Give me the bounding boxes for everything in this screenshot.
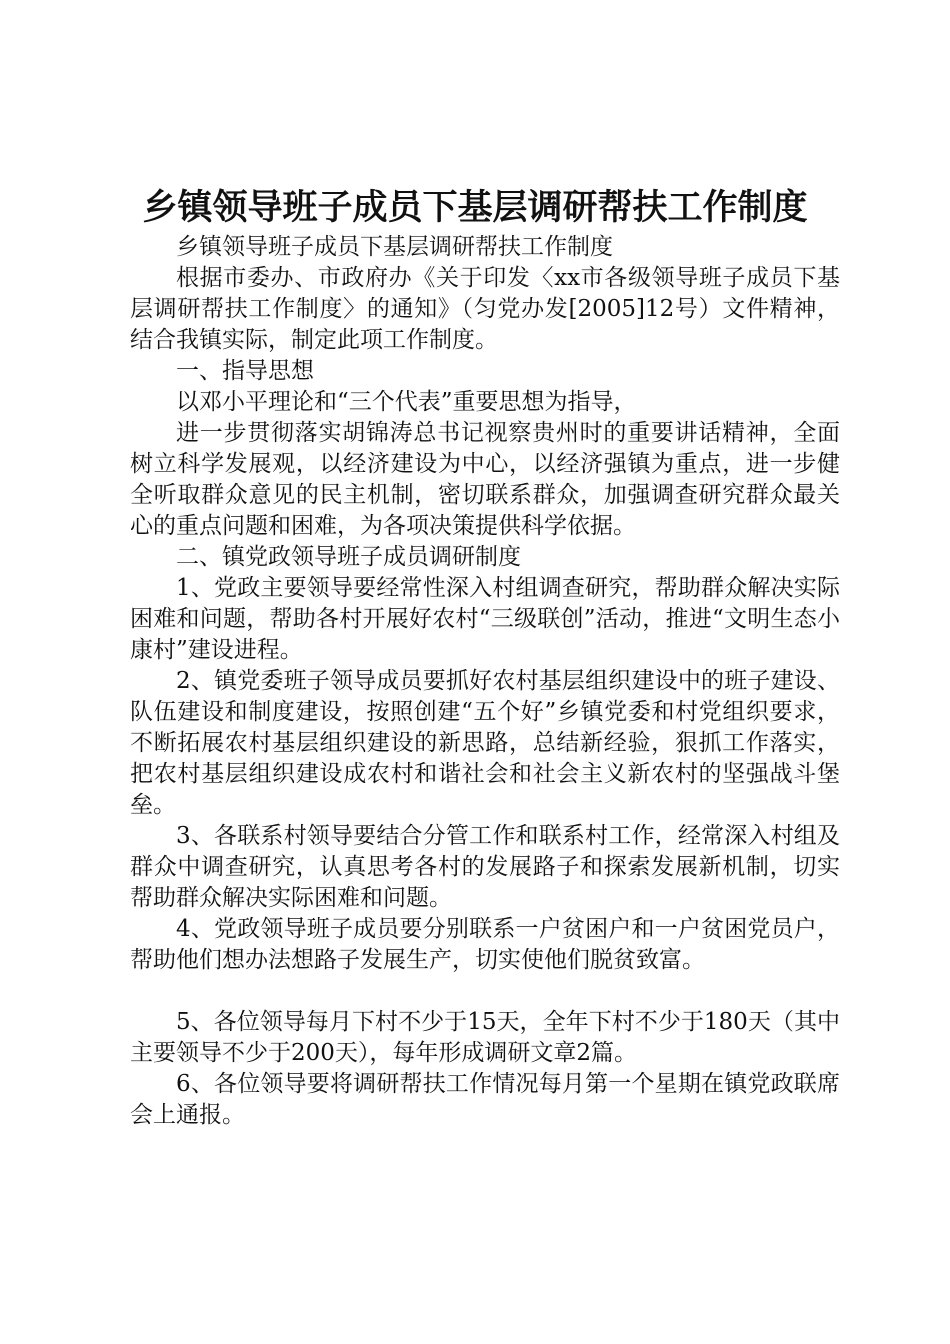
list-item-5: 5、各位领导每月下村不少于15天，全年下村不少于180天（其中主要领导不少于200天），每年形成调研文章2篇。 (130, 1009, 840, 1066)
list-item-2: 2、镇党委班子领导成员要抓好农村基层组织建设中的班子建设、队伍建设和制度建设，按照创建“五个好”乡镇党委和村党组织要求，不断拓展农村基层组织建设的新思路，总结新经验，狠抓工作落实，把农村基层组织建设成农村和谐社会和社会主义新农村的坚强战斗堡垒。 (130, 668, 840, 818)
list-item-3: 3、各联系村领导要结合分管工作和联系村工作，经常深入村组及群众中调查研究，认真思考各村的发展路子和探索发展新机制，切实帮助群众解决实际困难和问题。 (130, 823, 840, 911)
list-item-4: 4、党政领导班子成员要分别联系一户贫困户和一户贫困党员户，帮助他们想办法想路子发展生产，切实使他们脱贫致富。 (130, 916, 840, 973)
list-item-6: 6、各位领导要将调研帮扶工作情况每月第一个星期在镇党政联席会上通报。 (130, 1071, 840, 1128)
paragraph-subtitle: 乡镇领导班子成员下基层调研帮扶工作制度 (176, 234, 613, 260)
paragraph-guiding-theory: 以邓小平理论和“三个代表”重要思想为指导， (176, 389, 637, 415)
document-title: 乡镇领导班子成员下基层调研帮扶工作制度 (142, 188, 808, 228)
blank-line (130, 976, 840, 1007)
section-heading-guiding-thought: 一、指导思想 (176, 358, 314, 384)
paragraph-basis: 根据市委办、市政府办《关于印发〈xx市各级领导班子成员下基层调研帮扶工作制度〉的通知》（匀党办发[2005]12号）文件精神，结合我镇实际，制定此项工作制度。 (130, 265, 840, 353)
document-body (130, 232, 840, 1131)
list-item-1: 1、党政主要领导要经常性深入村组调查研究，帮助群众解决实际困难和问题，帮助各村开展好农村“三级联创”活动，推进“文明生态小康村”建设进程。 (130, 575, 840, 663)
section-heading-research-system: 二、镇党政领导班子成员调研制度 (176, 544, 521, 570)
paragraph-guiding-detail: 进一步贯彻落实胡锦涛总书记视察贵州时的重要讲话精神，全面树立科学发展观，以经济建设为中心，以经济强镇为重点，进一步健全听取群众意见的民主机制，密切联系群众，加强调查研究群众最关心的重点问题和困难，为各项决策提供科学依据。 (130, 420, 840, 539)
